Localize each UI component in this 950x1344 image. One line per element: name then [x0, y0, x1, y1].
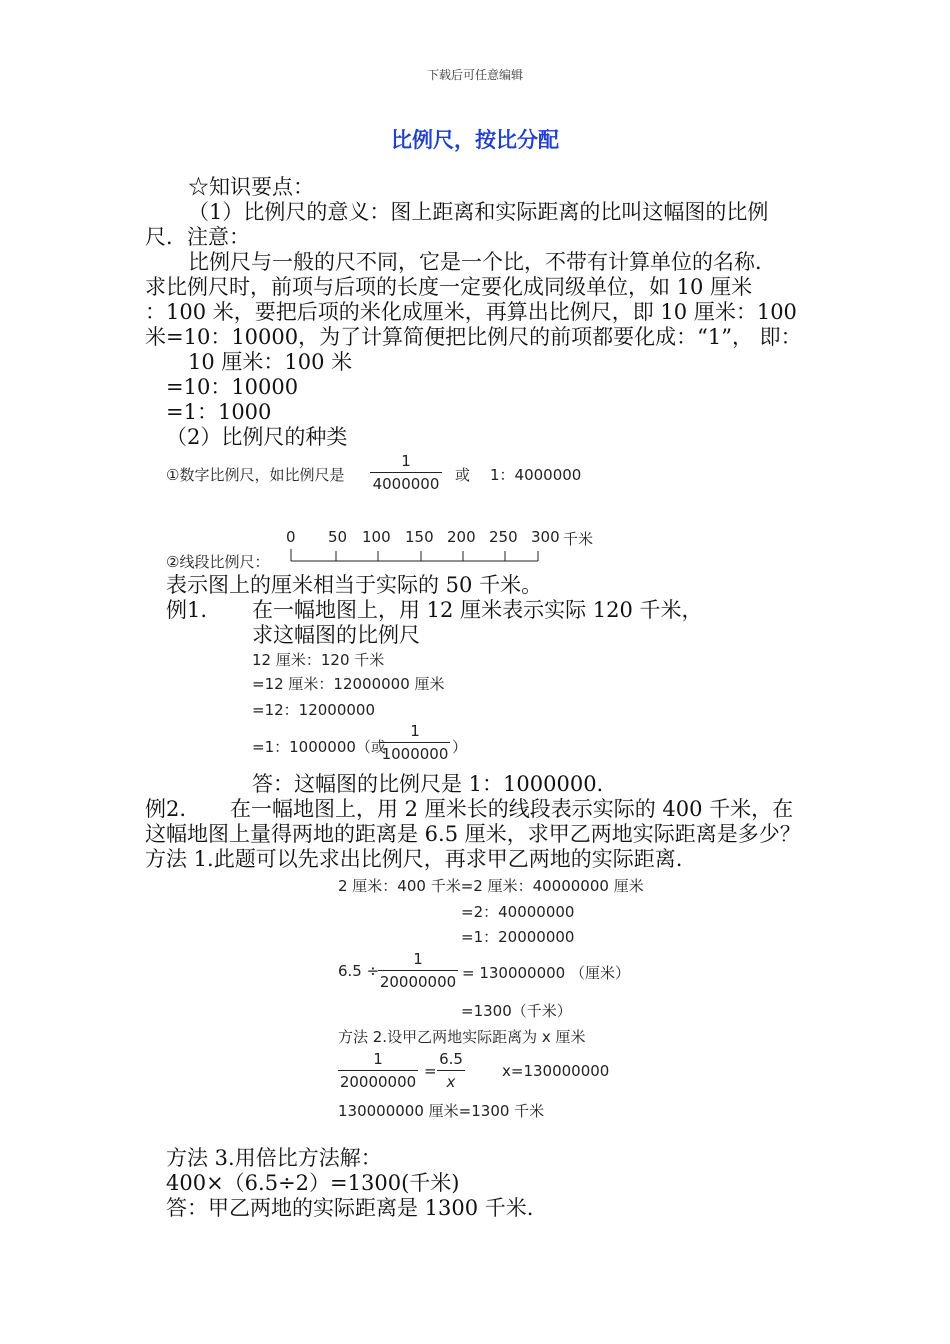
method2-heading: 方法 2.设甲乙两地实际距离为 x 厘米: [338, 1028, 586, 1046]
paragraph-line: 比例尺与一般的尺不同，它是一个比，不带有计算单位的名称．: [188, 250, 776, 274]
paragraph-line: ：100 米，要把后项的米化成厘米，再算出比例尺，即 10 厘米：100: [145, 300, 797, 324]
scale-tick-label: 150: [405, 528, 434, 546]
example2-line: 这幅地图上量得两地的距离是 6.5 厘米，求甲乙两地实际距离是多少？: [145, 822, 801, 846]
numeric-scale-or: 或: [455, 466, 471, 484]
method1-step: =2：40000000: [461, 903, 575, 921]
fraction-numerator: 1: [373, 1050, 383, 1068]
scale-tick-label: 0: [286, 528, 296, 546]
calc-line: 10 厘米：100 米: [188, 350, 353, 374]
example1-step: =12：12000000: [252, 701, 376, 719]
fraction-numerator: 1: [413, 950, 423, 968]
calc-line: =1：1000: [166, 400, 272, 424]
method3-calc: 400×（6.5÷2）=1300(千米): [166, 1171, 460, 1195]
method3-heading: 方法 3.用倍比方法解：: [166, 1146, 382, 1170]
method1-step: 6.5 ÷: [338, 962, 380, 980]
fraction-denominator: 1000000: [381, 745, 449, 763]
example2-line: 在一幅地图上，用 2 厘米长的线段表示实际的 400 千米，在: [230, 797, 794, 821]
example1-step: =1：1000000（或: [252, 738, 386, 756]
example1-fraction: [380, 722, 450, 763]
method2-conversion: 130000000 厘米=1300 千米: [338, 1102, 545, 1120]
header-note: 下载后可任意编辑: [426, 68, 523, 82]
method2-fraction-left: [338, 1050, 418, 1091]
example1-label: 例1.: [166, 598, 208, 622]
method1-step: =1：20000000: [461, 928, 575, 946]
paragraph-line: 尺．注意：: [145, 225, 250, 249]
scale-tick-label: 200: [447, 528, 476, 546]
calc-line: =10：10000: [166, 375, 299, 399]
fraction-bar: [380, 742, 450, 743]
example1-step-suffix: ）: [452, 738, 468, 756]
page-title: 比例尺，按比分配: [391, 127, 559, 152]
fraction-denominator: 20000000: [339, 1073, 417, 1091]
scale-tick-label: 50: [328, 528, 348, 546]
fraction-bar: [370, 472, 442, 473]
fraction-bar: [437, 1070, 465, 1071]
fraction-numerator: 1: [401, 452, 411, 470]
fraction-denominator: x: [446, 1073, 456, 1091]
paragraph-line: 米=10：10000，为了计算简便把比例尺的前项都要化成：“1”， 即：: [145, 325, 802, 349]
method2-equals: =: [424, 1062, 437, 1080]
example1-step: =12 厘米：12000000 厘米: [252, 675, 445, 693]
line-scale-bar: [286, 546, 556, 566]
example1-step: 12 厘米：120 千米: [252, 651, 385, 669]
example1-line: 在一幅地图上，用 12 厘米表示实际 120 千米，: [252, 598, 703, 622]
paragraph-line: 求比例尺时，前项与后项的长度一定要化成同级单位，如 10 厘米: [145, 275, 753, 299]
method1-step: 2 厘米：400 千米=2 厘米：40000000 厘米: [338, 877, 644, 895]
scale-tick-label: 100: [362, 528, 391, 546]
numeric-scale-fraction: [370, 452, 442, 493]
section-heading: （2）比例尺的种类: [166, 425, 348, 449]
knowledge-heading: ☆知识要点：: [188, 175, 314, 199]
paragraph-line: （1）比例尺的意义：图上距离和实际距离的比叫这幅图的比例: [188, 200, 769, 224]
method1-fraction: [378, 950, 458, 991]
line-scale-desc: 表示图上的厘米相当于实际的 50 千米。: [166, 573, 543, 597]
fraction-denominator: 20000000: [379, 973, 457, 991]
scale-tick-label: 250: [489, 528, 518, 546]
example2-label: 例2.: [145, 797, 187, 821]
scale-tick-label: 300: [531, 528, 560, 546]
fraction-numerator: 1: [410, 722, 420, 740]
method2-result: x=130000000: [502, 1062, 610, 1080]
example2-answer: 答：甲乙两地的实际距离是 1300 千米.: [166, 1196, 534, 1220]
method1-heading: 方法 1.此题可以先求出比例尺，再求甲乙两地的实际距离.: [145, 847, 683, 871]
numeric-scale-label: ①数字比例尺，如比例尺是: [166, 466, 345, 484]
fraction-denominator: 4000000: [372, 475, 440, 493]
numeric-scale-ratio: 1：4000000: [490, 466, 582, 484]
line-scale-label: ②线段比例尺：: [166, 553, 270, 571]
scale-unit: 千米: [563, 530, 594, 548]
method2-fraction-right: [437, 1050, 465, 1091]
method1-step-result: = 130000000 （厘米）: [462, 964, 630, 982]
fraction-numerator: 6.5: [439, 1050, 463, 1068]
example1-answer: 答：这幅图的比例尺是 1：1000000.: [252, 772, 604, 796]
fraction-bar: [338, 1070, 418, 1071]
method1-step: =1300（千米）: [461, 1002, 572, 1020]
fraction-bar: [378, 970, 458, 971]
example1-line: 求这幅图的比例尺: [252, 623, 420, 647]
